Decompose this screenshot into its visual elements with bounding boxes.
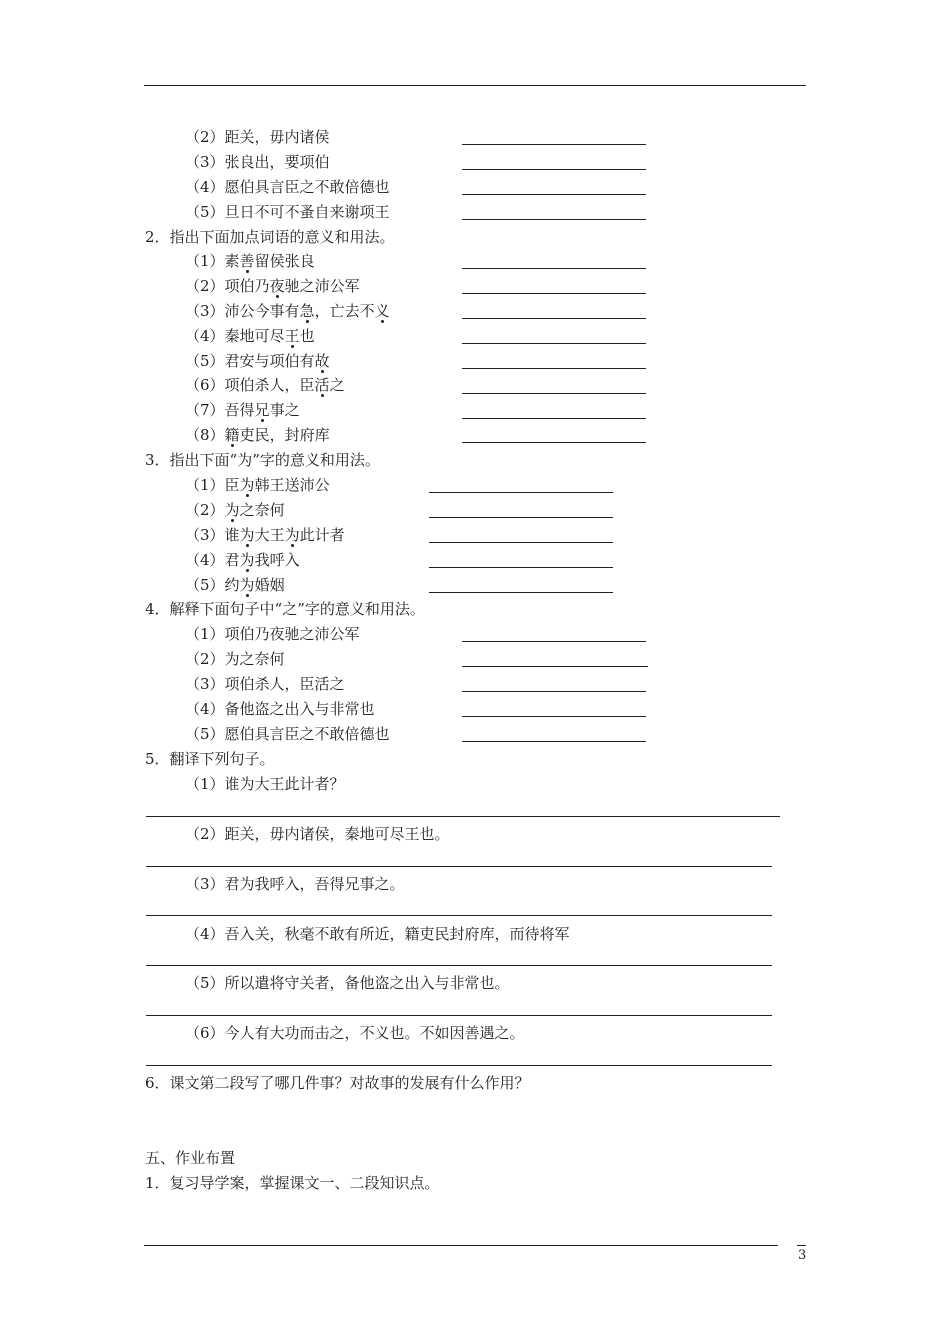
answer-line[interactable]: [462, 318, 646, 319]
answer-line[interactable]: [462, 716, 646, 717]
q2-item: （3）沛公今事有急，亡去不义: [185, 302, 390, 320]
dotted-char: 王: [284, 327, 300, 345]
q4-item: （2）为之奈何: [185, 650, 285, 668]
q4-title: 4．解释下面句子中“之”字的意义和用法。: [145, 600, 425, 618]
page-number-mark: [797, 1245, 806, 1246]
dotted-char: 为: [239, 476, 255, 494]
header-rule: [144, 85, 806, 86]
dotted-char: 活: [314, 376, 330, 394]
q5-item: （2）距关，毋内诸侯，秦地可尽王也。: [185, 825, 450, 843]
q5-item: （4）吾入关，秋毫不敢有所近，籍吏民封府库，而待将军: [185, 925, 570, 943]
page-number: 3: [798, 1248, 807, 1263]
dotted-char: 兄: [254, 401, 270, 419]
q2-item: （7）吾得兄事之: [185, 401, 300, 419]
translation-line[interactable]: [146, 965, 772, 966]
answer-line[interactable]: [462, 293, 646, 294]
dotted-char: 急: [299, 302, 315, 320]
answer-line[interactable]: [462, 442, 646, 443]
dotted-char: 为: [224, 501, 240, 519]
answer-line[interactable]: [462, 343, 646, 344]
q3-item: （5）约为婚姻: [185, 576, 285, 594]
answer-line[interactable]: [462, 418, 646, 419]
translation-line[interactable]: [146, 866, 772, 867]
answer-line[interactable]: [462, 691, 646, 692]
q3-item: （2）为之奈何: [185, 501, 285, 519]
answer-line[interactable]: [462, 641, 646, 642]
answer-line[interactable]: [429, 492, 613, 493]
q4-item: （4）备他盗之出入与非常也: [185, 700, 375, 718]
q1-item: （3）张良出，要项伯: [185, 153, 330, 171]
dotted-char: 故: [314, 352, 330, 370]
q3-title: 3．指出下面“为”字的意义和用法。: [145, 451, 380, 469]
dotted-char: 籍: [224, 426, 240, 444]
answer-line[interactable]: [462, 219, 646, 220]
q4-item: （5）愿伯具言臣之不敢倍德也: [185, 725, 390, 743]
q5-item: （5）所以遣将守关者，备他盗之出入与非常也。: [185, 974, 510, 992]
q2-title: 2．指出下面加点词语的意义和用法。: [145, 228, 395, 246]
q1-item: （2）距关，毋内诸侯: [185, 128, 330, 146]
q1-item: （5）旦日不可不蚤自来谢项王: [185, 203, 390, 221]
q5-item: （3）君为我呼入，吾得兄事之。: [185, 875, 405, 893]
answer-line[interactable]: [462, 169, 646, 170]
homework-item: 1．复习导学案，掌握课文一、二段知识点。: [145, 1174, 440, 1192]
answer-line[interactable]: [429, 542, 613, 543]
q3-item: （1）臣为韩王送沛公: [185, 476, 330, 494]
q2-item: （2）项伯乃夜驰之沛公军: [185, 277, 360, 295]
answer-line[interactable]: [462, 741, 646, 742]
answer-line[interactable]: [462, 666, 648, 667]
answer-line[interactable]: [429, 592, 613, 593]
q5-title: 5．翻译下列句子。: [145, 750, 275, 768]
q5-item: （1）谁为大王此计者？: [185, 775, 345, 793]
dotted-char: 为: [239, 551, 255, 569]
answer-line[interactable]: [462, 194, 646, 195]
q2-item: （6）项伯杀人，臣活之: [185, 376, 345, 394]
q6-title: 6．课文第二段写了哪几件事？对故事的发展有什么作用？: [145, 1074, 530, 1092]
q4-item: （1）项伯乃夜驰之沛公军: [185, 625, 360, 643]
q3-item: （4）君为我呼入: [185, 551, 300, 569]
dotted-char: 为: [239, 576, 255, 594]
q2-item: （5）君安与项伯有故: [185, 352, 330, 370]
section-title: 五、作业布置: [145, 1149, 236, 1167]
translation-line[interactable]: [146, 816, 780, 817]
q4-item: （3）项伯杀人，臣活之: [185, 675, 345, 693]
answer-line[interactable]: [429, 567, 613, 568]
q2-item: （4）秦地可尽王也: [185, 327, 315, 345]
answer-line[interactable]: [462, 268, 646, 269]
q1-item: （4）愿伯具言臣之不敢倍德也: [185, 178, 390, 196]
dotted-char: 善: [239, 252, 255, 270]
footer-rule: [144, 1245, 778, 1246]
q3-item: （3）谁为大王为此计者: [185, 526, 345, 544]
translation-line[interactable]: [146, 1015, 772, 1016]
answer-line[interactable]: [462, 368, 646, 369]
dotted-char: 为: [284, 526, 300, 544]
q2-item: （8）籍吏民，封府库: [185, 426, 330, 444]
answer-line[interactable]: [462, 393, 646, 394]
translation-line[interactable]: [146, 915, 772, 916]
dotted-char: 为: [239, 526, 255, 544]
answer-line[interactable]: [462, 144, 646, 145]
q2-item: （1）素善留侯张良: [185, 252, 315, 270]
dotted-char: 义: [374, 302, 390, 320]
dotted-char: 夜: [269, 277, 285, 295]
answer-line[interactable]: [429, 517, 613, 518]
translation-line[interactable]: [146, 1065, 772, 1066]
q5-item: （6）今人有大功而击之，不义也。不如因善遇之。: [185, 1024, 525, 1042]
